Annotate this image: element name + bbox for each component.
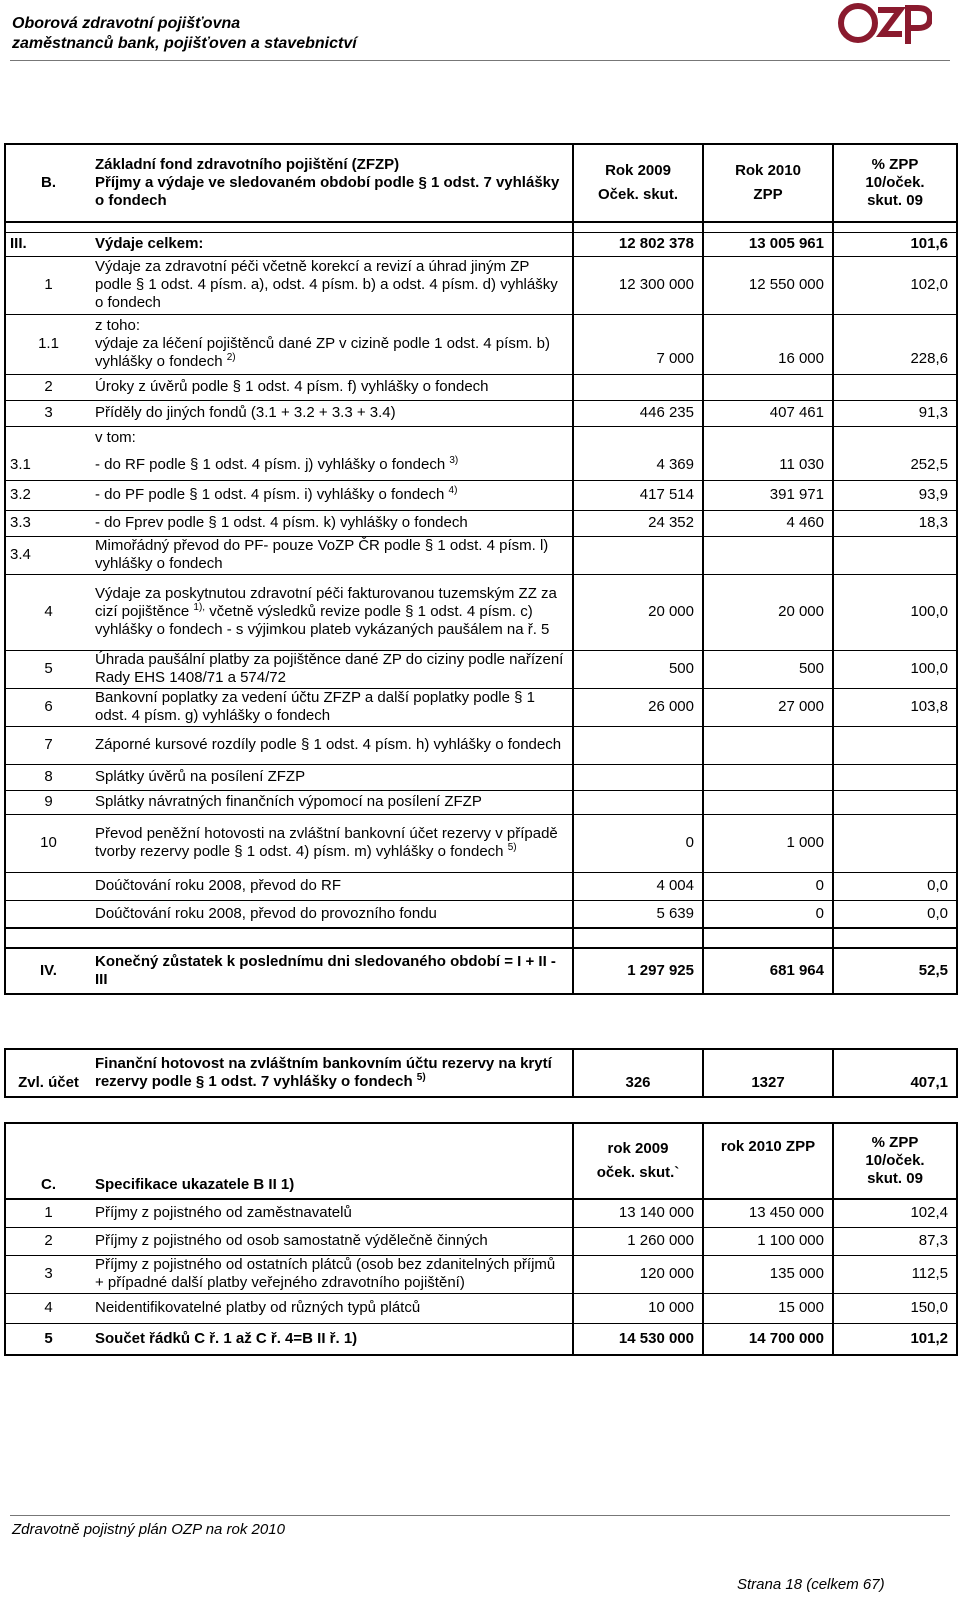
row-value-2009: 13 140 000 — [573, 1199, 703, 1227]
row-label — [91, 574, 573, 650]
table-row — [5, 872, 957, 900]
footnote-ref: 5) — [416, 1072, 426, 1083]
row-label: Příděly do jiných fondů (3.1 + 3.2 + 3.3 + 3.4) — [91, 400, 573, 426]
footer-document-title: Zdravotně pojistný plán OZP na rok 2010 — [12, 1521, 285, 1538]
row-code: Zvl. účet — [5, 1049, 91, 1097]
row-value-pct: 0,0 — [833, 872, 957, 900]
row-label: Úhrada paušální platby za pojištěnce dané ZP do ciziny podle nařízení Rady EHS 1408/71 a 574/72 — [91, 650, 573, 688]
row-value-pct: 407,1 — [833, 1049, 957, 1097]
section-title — [91, 144, 573, 222]
row-code: 2 — [5, 374, 91, 400]
table-row — [5, 426, 957, 450]
row-value-pct: 100,0 — [833, 574, 957, 650]
col-pct-line2: 10/oček. — [865, 1152, 925, 1169]
row-label-text: Finanční hotovost na zvláštním bankovním účtu rezervy na krytí rezervy podle § 1 odst. 7 vyhlášky o fondech — [95, 1055, 552, 1090]
row-value-pct: 91,3 — [833, 400, 957, 426]
row-value-pct: 100,0 — [833, 650, 957, 688]
row-label: Bankovní poplatky za vedení účtu ZFZP a další poplatky podle § 1 odst. 4 písm. g) vyhlášky o fondech — [91, 688, 573, 726]
table-row — [5, 256, 957, 314]
row-value-2010: 12 550 000 — [703, 256, 833, 314]
footer-rule — [10, 1515, 950, 1516]
row-code: 5 — [5, 1323, 91, 1355]
row-value-pct: 101,6 — [833, 232, 957, 256]
row-value-2010: 16 000 — [703, 314, 833, 374]
row-value-2009: 12 802 378 — [573, 232, 703, 256]
row-value-pct: 252,5 — [833, 450, 957, 480]
table-row — [5, 900, 957, 928]
footnote-ref: 2) — [226, 352, 236, 363]
row-value-2009: 326 — [573, 1049, 703, 1097]
row-code: 3.1 — [5, 450, 91, 480]
row-value-pct: 150,0 — [833, 1293, 957, 1323]
table-row — [5, 480, 957, 510]
col-pct-line1: % ZPP — [871, 156, 919, 173]
row-value-2009: 0 — [573, 814, 703, 872]
final-balance-row — [5, 948, 957, 994]
row-code: 10 — [5, 814, 91, 872]
row-code: 4 — [5, 1293, 91, 1323]
row-label: Konečný zůstatek k poslednímu dni sledovaného období = I + II - III — [91, 948, 573, 994]
row-value-2010: 13 450 000 — [703, 1199, 833, 1227]
table-row — [5, 510, 957, 536]
row-value-2009: 5 639 — [573, 900, 703, 928]
row-value-pct: 102,0 — [833, 256, 957, 314]
table-row — [5, 726, 957, 764]
row-value-pct: 103,8 — [833, 688, 957, 726]
col-2009-header — [573, 144, 703, 222]
footnote-ref: 5) — [507, 842, 517, 853]
row-value-2010: 14 700 000 — [703, 1323, 833, 1355]
section-title-line2: Příjmy a výdaje ve sledovaném období podle § 1 odst. 7 vyhlášky o fondech — [95, 174, 560, 209]
row-value-2009: 10 000 — [573, 1293, 703, 1323]
table-row — [5, 400, 957, 426]
section-code: C. — [5, 1123, 91, 1199]
row-label: Neidentifikovatelné platby od různých typů plátců — [91, 1293, 573, 1323]
table-row — [5, 1255, 957, 1293]
row-value-2009: 4 004 — [573, 872, 703, 900]
row-value-pct: 52,5 — [833, 948, 957, 994]
row-value-2010: 135 000 — [703, 1255, 833, 1293]
row-code: IV. — [5, 948, 91, 994]
row-value-2010: 1 100 000 — [703, 1227, 833, 1255]
row-label-prefix: z toho: — [95, 317, 141, 334]
footnote-ref: 3) — [449, 454, 459, 466]
row-code: 3 — [5, 1255, 91, 1293]
table-row — [5, 374, 957, 400]
insurer-name — [12, 14, 357, 54]
row-label: v tom: — [91, 426, 573, 450]
ozp-logo — [838, 0, 932, 50]
row-label — [91, 314, 573, 374]
row-value-2009: 12 300 000 — [573, 256, 703, 314]
row-value-pct: 18,3 — [833, 510, 957, 536]
row-label — [91, 1049, 573, 1097]
table-b-header — [5, 144, 957, 222]
row-value-2009: 500 — [573, 650, 703, 688]
col-pct-header — [833, 1123, 957, 1199]
row-value-2009: 14 530 000 — [573, 1323, 703, 1355]
row-value-2010: 681 964 — [703, 948, 833, 994]
row-label: Příjmy z pojistného od zaměstnavatelů — [91, 1199, 573, 1227]
row-label-text: Převod peněžní hotovosti na zvláštní bankovní účet rezervy v případě tvorby rezervy podle § 1 odst. 4) písm. m) vyhlášky o fondech — [95, 825, 558, 860]
row-value-2010: 4 460 — [703, 510, 833, 536]
table-row-total — [5, 1323, 957, 1355]
row-value-2010: 1 000 — [703, 814, 833, 872]
table-row — [5, 790, 957, 814]
col-2010-line1: Rok 2010 — [735, 162, 801, 179]
row-value-2009: 1 260 000 — [573, 1227, 703, 1255]
table-row — [5, 814, 957, 872]
col-pct-line3: skut. 09 — [867, 192, 923, 209]
table-row — [5, 536, 957, 574]
col-2009-line2: Oček. skut. — [597, 186, 679, 203]
table-row — [5, 450, 957, 480]
row-code: 5 — [5, 650, 91, 688]
section-title: Specifikace ukazatele B II 1) — [91, 1123, 573, 1199]
row-label: Doúčtování roku 2008, převod do RF — [91, 872, 573, 900]
row-label: Příjmy z pojistného od osob samostatně výdělečně činných — [91, 1227, 573, 1255]
row-label: Výdaje celkem: — [91, 232, 573, 256]
table-c-header — [5, 1123, 957, 1199]
row-code: 3.4 — [5, 536, 91, 574]
row-label: Mimořádný převod do PF- pouze VoZP ČR podle § 1 odst. 4 písm. l) vyhlášky o fondech — [91, 536, 573, 574]
row-value-2010: 15 000 — [703, 1293, 833, 1323]
row-value-pct: 102,4 — [833, 1199, 957, 1227]
table-row — [5, 1227, 957, 1255]
footer-page-number: Strana 18 (celkem 67) — [737, 1576, 885, 1593]
row-value-2010: 11 030 — [703, 450, 833, 480]
col-2009-line2: oček. skut.` — [596, 1164, 680, 1181]
section-title-line1: Základní fond zdravotního pojištění (ZFZP) — [95, 156, 400, 173]
row-value-pct: 87,3 — [833, 1227, 957, 1255]
row-label-text: Výdaje za poskytnutou zdravotní péči fakturovanou tuzemským ZZ za cizí pojištěnce — [95, 585, 557, 620]
insurer-name-line1: Oborová zdravotní pojišťovna — [12, 15, 241, 32]
row-code: 8 — [5, 764, 91, 790]
row-value-2010: 0 — [703, 900, 833, 928]
row-value-pct: 93,9 — [833, 480, 957, 510]
row-label: Splátky návratných finančních výpomocí na posílení ZFZP — [91, 790, 573, 814]
row-label-text-cont: včetně výsledků revize podle § 1 odst. 4 písm. c) vyhlášky o fondech - s výjimkou plateb vykázaných paušálem na ř. 5 — [95, 603, 550, 638]
row-code: 3.2 — [5, 480, 91, 510]
row-value-2010: 407 461 — [703, 400, 833, 426]
table-row — [5, 1199, 957, 1227]
row-value-pct: 0,0 — [833, 900, 957, 928]
row-code: 3 — [5, 400, 91, 426]
row-label: Záporné kursové rozdíly podle § 1 odst. 4 písm. h) vyhlášky o fondech — [91, 726, 573, 764]
row-label: Splátky úvěrů na posílení ZFZP — [91, 764, 573, 790]
row-code: 6 — [5, 688, 91, 726]
row-value-pct: 112,5 — [833, 1255, 957, 1293]
row-code: III. — [5, 232, 91, 256]
row-value-2010: 1327 — [703, 1049, 833, 1097]
row-value-pct: 101,2 — [833, 1323, 957, 1355]
row-label: Výdaje za zdravotní péči včetně korekcí a revizí a úhrad jiným ZP podle § 1 odst. 4 písm. a), odst. 4 písm. b) a odst. 4 písm. d) vyhlášky o fondech — [91, 256, 573, 314]
reserve-account-table — [4, 1048, 958, 1098]
col-2010-line2: ZPP — [753, 186, 783, 203]
row-value-2010: 391 971 — [703, 480, 833, 510]
row-label — [91, 814, 573, 872]
row-value-2009: 26 000 — [573, 688, 703, 726]
table-row — [5, 574, 957, 650]
table-b — [4, 143, 958, 995]
table-row — [5, 1049, 957, 1097]
table-row — [5, 764, 957, 790]
row-value-2009: 7 000 — [573, 314, 703, 374]
row-label-text: - do RF podle § 1 odst. 4 písm. j) vyhlášky o fondech — [95, 455, 446, 473]
col-pct-line3: skut. 09 — [867, 1170, 923, 1187]
row-value-2009: 20 000 — [573, 574, 703, 650]
table-row — [5, 650, 957, 688]
row-label-text: výdaje za léčení pojištěnců dané ZP v cizině podle 1 odst. 4 písm. b) vyhlášky o fondech — [95, 335, 550, 370]
row-code: 1 — [5, 1199, 91, 1227]
table-c — [4, 1122, 958, 1356]
col-pct-header — [833, 144, 957, 222]
table-row — [5, 688, 957, 726]
row-value-2009: 446 235 — [573, 400, 703, 426]
col-pct-line2: 10/oček. — [865, 174, 925, 191]
row-value-2010: 500 — [703, 650, 833, 688]
row-code: 9 — [5, 790, 91, 814]
row-label-text: - do PF podle § 1 odst. 4 písm. i) vyhlášky o fondech — [95, 486, 445, 503]
row-label: Příjmy z pojistného od ostatních plátců (osob bez zdanitelných příjmů + případné další platby veřejného zdravotního pojištění) — [91, 1255, 573, 1293]
footnote-ref: 4) — [448, 485, 458, 496]
col-pct-line1: % ZPP — [871, 1134, 919, 1151]
col-2009-line1: Rok 2009 — [605, 162, 671, 179]
row-value-2009: 24 352 — [573, 510, 703, 536]
row-label — [91, 480, 573, 510]
row-value-2009: 4 369 — [573, 450, 703, 480]
footnote-ref: 1), — [193, 602, 206, 613]
header-rule — [10, 60, 950, 61]
insurer-name-line2: zaměstnanců bank, pojišťoven a stavebnictví — [12, 35, 357, 52]
col-2010-header — [703, 144, 833, 222]
table-row — [5, 232, 957, 256]
row-label: Úroky z úvěrů podle § 1 odst. 4 písm. f) vyhlášky o fondech — [91, 374, 573, 400]
table-row — [5, 314, 957, 374]
row-label: Doúčtování roku 2008, převod do provozního fondu — [91, 900, 573, 928]
section-code: B. — [5, 144, 91, 222]
col-2010-header: rok 2010 ZPP — [703, 1123, 833, 1199]
row-value-2010: 13 005 961 — [703, 232, 833, 256]
row-value-2010: 0 — [703, 872, 833, 900]
row-label: - do Fprev podle § 1 odst. 4 písm. k) vyhlášky o fondech — [91, 510, 573, 536]
col-2009-line1: rok 2009 — [607, 1140, 669, 1157]
row-code: 4 — [5, 574, 91, 650]
row-code: 3.3 — [5, 510, 91, 536]
row-value-2010: 27 000 — [703, 688, 833, 726]
row-label — [91, 450, 573, 480]
col-2009-header — [573, 1123, 703, 1199]
row-value-2009: 1 297 925 — [573, 948, 703, 994]
row-value-2009: 120 000 — [573, 1255, 703, 1293]
row-code: 1.1 — [5, 314, 91, 374]
row-value-2010: 20 000 — [703, 574, 833, 650]
row-code: 1 — [5, 256, 91, 314]
table-row — [5, 1293, 957, 1323]
row-value-2009: 417 514 — [573, 480, 703, 510]
row-code: 2 — [5, 1227, 91, 1255]
row-code: 7 — [5, 726, 91, 764]
row-label: Součet řádků C ř. 1 až C ř. 4=B II ř. 1) — [91, 1323, 573, 1355]
row-value-pct: 228,6 — [833, 314, 957, 374]
